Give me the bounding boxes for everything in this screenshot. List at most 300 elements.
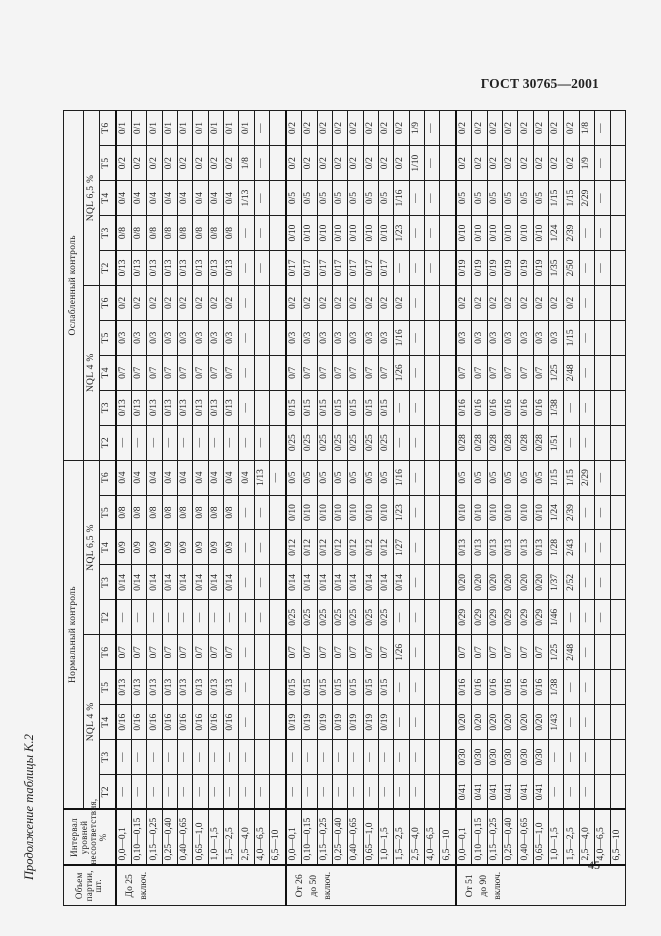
value-cell-normal_nql4-t3: — — [239, 740, 254, 775]
value-cell-normal_nql65-t5: 0/8 — [193, 495, 208, 530]
value-cell-normal_nql65-t6: 0/4 — [116, 460, 132, 495]
value-cell-tight_nql4-t2: — — [178, 425, 193, 460]
value-cell-normal_nql4-t5 — [270, 670, 286, 705]
value-cell-tight_nql4-t3: 1/38 — [549, 390, 564, 425]
value-cell-tight_nql4-t3: 0/16 — [518, 390, 533, 425]
value-cell-tight_nql65-t2: 1/35 — [549, 251, 564, 286]
lot-size-text: до 90 — [479, 875, 490, 897]
interval-cell: 0,15—0,25 — [147, 810, 162, 866]
value-cell-tight_nql65-t5: 0/2 — [332, 146, 347, 181]
value-cell-tight_nql65-t4: 0/4 — [116, 181, 132, 216]
value-cell-tight_nql65-t4: 0/5 — [286, 181, 302, 216]
value-cell-normal_nql4-t4: 0/20 — [503, 705, 518, 740]
table-row — [440, 111, 456, 906]
value-cell-tight_nql4-t5 — [610, 320, 625, 355]
value-cell-normal_nql65-t4: 0/9 — [208, 530, 223, 565]
value-cell-normal_nql65-t5 — [270, 495, 286, 530]
lot-size-text: От 26 — [294, 874, 305, 898]
value-cell-tight_nql65-t2: 0/19 — [518, 251, 533, 286]
value-cell-tight_nql4-t3: 0/15 — [363, 390, 378, 425]
value-cell-normal_nql65-t5: 0/8 — [116, 495, 132, 530]
interval-cell: 1,0—1,5 — [549, 810, 564, 866]
value-cell-tight_nql65-t5 — [270, 146, 286, 181]
value-cell-normal_nql65-t3: 0/14 — [132, 565, 147, 600]
value-cell-tight_nql4-t6: 0/2 — [487, 285, 502, 320]
value-cell-normal_nql65-t2: 0/29 — [533, 600, 548, 635]
value-cell-tight_nql65-t6 — [610, 111, 625, 146]
table-row — [549, 111, 564, 906]
header-tight_nql4-t2: T2 — [100, 425, 116, 460]
value-cell-normal_nql65-t4: 0/9 — [116, 530, 132, 565]
value-cell-normal_nql65-t2: — — [595, 600, 610, 635]
value-cell-tight_nql4-t2: — — [224, 425, 239, 460]
interval-cell: 0,25—0,40 — [162, 810, 177, 866]
value-cell-tight_nql4-t5 — [440, 320, 456, 355]
value-cell-tight_nql4-t2: 0/25 — [286, 425, 302, 460]
value-cell-tight_nql65-t5: 0/2 — [348, 146, 363, 181]
value-cell-normal_nql65-t3: 2/52 — [564, 565, 579, 600]
value-cell-normal_nql65-t5: 0/10 — [363, 495, 378, 530]
value-cell-normal_nql4-t6: 0/7 — [456, 635, 472, 670]
value-cell-tight_nql65-t4: 0/5 — [456, 181, 472, 216]
value-cell-normal_nql4-t2: — — [132, 775, 147, 810]
value-cell-tight_nql65-t6: 0/1 — [162, 111, 177, 146]
value-cell-normal_nql4-t4: 0/16 — [162, 705, 177, 740]
value-cell-tight_nql65-t6: 0/2 — [394, 111, 409, 146]
value-cell-normal_nql4-t4: 0/19 — [363, 705, 378, 740]
value-cell-normal_nql4-t5 — [424, 670, 439, 705]
value-cell-normal_nql65-t3: — — [595, 565, 610, 600]
value-cell-normal_nql65-t6: 0/4 — [239, 460, 254, 495]
interval-cell: 0,65—1,0 — [363, 810, 378, 866]
header-normal_nql65-t6: T6 — [100, 460, 116, 495]
value-cell-normal_nql65-t3: 0/14 — [116, 565, 132, 600]
value-cell-tight_nql4-t5: 0/3 — [533, 320, 548, 355]
table-row — [409, 111, 424, 906]
value-cell-tight_nql4-t6 — [440, 285, 456, 320]
value-cell-tight_nql65-t3: 0/8 — [162, 216, 177, 251]
value-cell-normal_nql4-t3: 0/30 — [503, 740, 518, 775]
value-cell-tight_nql65-t3 — [270, 216, 286, 251]
interval-cell: 1,0—1,5 — [208, 810, 223, 866]
table-row — [518, 111, 533, 906]
value-cell-tight_nql4-t4: 0/7 — [332, 355, 347, 390]
value-cell-tight_nql4-t4: 0/7 — [487, 355, 502, 390]
value-cell-normal_nql4-t3: — — [409, 740, 424, 775]
value-cell-normal_nql65-t6: 0/5 — [286, 460, 302, 495]
value-cell-tight_nql4-t3: 0/15 — [317, 390, 332, 425]
table-row — [564, 111, 579, 906]
value-cell-normal_nql4-t2: 0/41 — [487, 775, 502, 810]
value-cell-normal_nql65-t3: 0/14 — [363, 565, 378, 600]
value-cell-tight_nql65-t2: 0/17 — [317, 251, 332, 286]
value-cell-normal_nql4-t5: 0/13 — [178, 670, 193, 705]
value-cell-normal_nql65-t6: — — [409, 460, 424, 495]
value-cell-tight_nql4-t3: 0/13 — [178, 390, 193, 425]
value-cell-tight_nql65-t6: 0/2 — [549, 111, 564, 146]
value-cell-tight_nql4-t3: 0/13 — [116, 390, 132, 425]
value-cell-tight_nql4-t5 — [270, 320, 286, 355]
table-row — [332, 111, 347, 906]
value-cell-normal_nql65-t2: — — [193, 600, 208, 635]
value-cell-normal_nql4-t5: 0/13 — [208, 670, 223, 705]
value-cell-tight_nql4-t2: — — [394, 425, 409, 460]
value-cell-normal_nql4-t2 — [595, 775, 610, 810]
value-cell-tight_nql65-t4: 0/4 — [208, 181, 223, 216]
value-cell-tight_nql4-t2 — [595, 425, 610, 460]
value-cell-tight_nql4-t3: — — [579, 390, 594, 425]
value-cell-normal_nql4-t5: 0/16 — [518, 670, 533, 705]
value-cell-normal_nql4-t3: — — [193, 740, 208, 775]
value-cell-tight_nql4-t5: 0/3 — [456, 320, 472, 355]
value-cell-normal_nql4-t4: 0/19 — [286, 705, 302, 740]
value-cell-tight_nql4-t5: 1/15 — [564, 320, 579, 355]
value-cell-normal_nql4-t6: — — [579, 635, 594, 670]
interval-cell: 1,5—2,5 — [564, 810, 579, 866]
value-cell-normal_nql4-t2: — — [409, 775, 424, 810]
value-cell-tight_nql4-t6: 0/2 — [564, 285, 579, 320]
value-cell-normal_nql65-t6: 0/5 — [533, 460, 548, 495]
value-cell-normal_nql4-t6: 0/7 — [348, 635, 363, 670]
value-cell-normal_nql4-t2: — — [549, 775, 564, 810]
value-cell-tight_nql65-t5: 0/2 — [147, 146, 162, 181]
value-cell-normal_nql4-t4: 0/20 — [487, 705, 502, 740]
value-cell-normal_nql65-t5: 0/10 — [286, 495, 302, 530]
table-row — [193, 111, 208, 906]
table-row — [487, 111, 502, 906]
value-cell-normal_nql4-t4: 0/16 — [208, 705, 223, 740]
table-row — [162, 111, 177, 906]
value-cell-tight_nql65-t2: — — [409, 251, 424, 286]
value-cell-normal_nql4-t3 — [254, 740, 269, 775]
value-cell-normal_nql4-t4: — — [394, 705, 409, 740]
value-cell-normal_nql4-t4: — — [564, 705, 579, 740]
value-cell-tight_nql65-t2: 0/17 — [378, 251, 393, 286]
value-cell-normal_nql4-t6: 1/26 — [394, 635, 409, 670]
value-cell-tight_nql65-t3: 2/39 — [564, 216, 579, 251]
value-cell-tight_nql4-t3: — — [409, 390, 424, 425]
value-cell-normal_nql4-t6: 0/7 — [363, 635, 378, 670]
header-tight_nql65-t4: T4 — [100, 181, 116, 216]
value-cell-tight_nql65-t3 — [610, 216, 625, 251]
value-cell-normal_nql65-t2: — — [254, 600, 269, 635]
value-cell-tight_nql65-t3: 0/10 — [487, 216, 502, 251]
value-cell-normal_nql65-t5: 0/10 — [456, 495, 472, 530]
header-tightened-control: Ослабленный контроль — [64, 111, 84, 461]
value-cell-tight_nql4-t5: 0/3 — [317, 320, 332, 355]
value-cell-normal_nql65-t4: 0/9 — [193, 530, 208, 565]
value-cell-tight_nql4-t6 — [254, 285, 269, 320]
value-cell-tight_nql65-t6: 0/2 — [472, 111, 487, 146]
value-cell-normal_nql65-t6: 0/4 — [193, 460, 208, 495]
value-cell-tight_nql4-t2: 1/51 — [549, 425, 564, 460]
value-cell-normal_nql65-t2: — — [162, 600, 177, 635]
value-cell-normal_nql4-t3: 0/30 — [456, 740, 472, 775]
value-cell-normal_nql4-t6: 0/7 — [332, 635, 347, 670]
value-cell-normal_nql65-t6 — [424, 460, 439, 495]
lot-size-text: включ. — [493, 871, 504, 900]
interval-cell: 2,5—4,0 — [579, 810, 594, 866]
value-cell-normal_nql65-t6: 0/5 — [503, 460, 518, 495]
value-cell-normal_nql65-t5: 0/10 — [518, 495, 533, 530]
value-cell-normal_nql4-t6 — [254, 635, 269, 670]
value-cell-normal_nql4-t6: — — [239, 635, 254, 670]
value-cell-normal_nql4-t2: — — [317, 775, 332, 810]
value-cell-tight_nql4-t3 — [610, 390, 625, 425]
value-cell-tight_nql4-t3 — [270, 390, 286, 425]
value-cell-tight_nql4-t6: 0/2 — [302, 285, 317, 320]
value-cell-tight_nql65-t6: 0/2 — [332, 111, 347, 146]
value-cell-normal_nql65-t6: 1/16 — [394, 460, 409, 495]
value-cell-normal_nql4-t2: 0/41 — [503, 775, 518, 810]
value-cell-tight_nql65-t3: 0/10 — [332, 216, 347, 251]
value-cell-tight_nql65-t4: 0/4 — [162, 181, 177, 216]
value-cell-tight_nql4-t2: — — [239, 425, 254, 460]
value-cell-tight_nql4-t2: — — [254, 425, 269, 460]
interval-cell: 0,0—0,1 — [456, 810, 472, 866]
value-cell-tight_nql4-t4: 0/7 — [472, 355, 487, 390]
value-cell-tight_nql65-t3: 0/10 — [518, 216, 533, 251]
value-cell-tight_nql65-t5: 0/2 — [132, 146, 147, 181]
value-cell-tight_nql4-t2: 0/25 — [302, 425, 317, 460]
value-cell-normal_nql65-t3: 0/20 — [456, 565, 472, 600]
value-cell-normal_nql65-t3: 0/14 — [317, 565, 332, 600]
interval-cell: 0,25—0,40 — [332, 810, 347, 866]
value-cell-normal_nql4-t6 — [610, 635, 625, 670]
value-cell-tight_nql65-t6: 1/8 — [579, 111, 594, 146]
value-cell-tight_nql4-t3: — — [564, 390, 579, 425]
value-cell-normal_nql4-t2 — [610, 775, 625, 810]
value-cell-tight_nql4-t2: — — [208, 425, 223, 460]
value-cell-normal_nql65-t5: — — [239, 495, 254, 530]
value-cell-tight_nql4-t3: 0/13 — [162, 390, 177, 425]
value-cell-normal_nql65-t4: 2/43 — [564, 530, 579, 565]
value-cell-tight_nql4-t4: 0/7 — [132, 355, 147, 390]
interval-cell: 0,0—0,1 — [286, 810, 302, 866]
value-cell-normal_nql65-t2: — — [147, 600, 162, 635]
header-normal-control: Нормальный контроль — [64, 460, 84, 809]
table-row — [178, 111, 193, 906]
value-cell-tight_nql65-t4: 0/5 — [518, 181, 533, 216]
value-cell-normal_nql4-t4: — — [239, 705, 254, 740]
value-cell-normal_nql65-t4: 0/9 — [178, 530, 193, 565]
value-cell-normal_nql65-t3: 0/14 — [147, 565, 162, 600]
value-cell-tight_nql4-t2: 0/28 — [503, 425, 518, 460]
value-cell-tight_nql4-t6: 0/2 — [178, 285, 193, 320]
value-cell-normal_nql4-t4: 0/16 — [147, 705, 162, 740]
value-cell-normal_nql65-t3: 0/20 — [503, 565, 518, 600]
value-cell-normal_nql4-t3: — — [394, 740, 409, 775]
value-cell-tight_nql65-t5: 1/10 — [409, 146, 424, 181]
value-cell-normal_nql4-t6: 0/7 — [286, 635, 302, 670]
value-cell-tight_nql65-t4: — — [409, 181, 424, 216]
value-cell-normal_nql65-t6: 1/15 — [564, 460, 579, 495]
table-row — [132, 111, 147, 906]
value-cell-tight_nql4-t5: 0/3 — [147, 320, 162, 355]
value-cell-tight_nql65-t2: — — [579, 251, 594, 286]
value-cell-tight_nql65-t3: 0/8 — [224, 216, 239, 251]
value-cell-normal_nql65-t6: 0/5 — [378, 460, 393, 495]
value-cell-tight_nql4-t3: 0/16 — [456, 390, 472, 425]
value-cell-normal_nql4-t2: — — [378, 775, 393, 810]
value-cell-normal_nql4-t4: 0/19 — [302, 705, 317, 740]
value-cell-normal_nql4-t5: 0/15 — [378, 670, 393, 705]
value-cell-normal_nql65-t4: 0/12 — [363, 530, 378, 565]
value-cell-tight_nql65-t4: 0/5 — [302, 181, 317, 216]
value-cell-tight_nql65-t2: 0/17 — [302, 251, 317, 286]
value-cell-normal_nql4-t5: 0/13 — [193, 670, 208, 705]
value-cell-normal_nql4-t6: — — [409, 635, 424, 670]
value-cell-normal_nql65-t6: 0/5 — [363, 460, 378, 495]
value-cell-tight_nql4-t4 — [254, 355, 269, 390]
value-cell-tight_nql4-t6 — [595, 285, 610, 320]
value-cell-tight_nql4-t2: 0/25 — [363, 425, 378, 460]
value-cell-normal_nql65-t5 — [610, 495, 625, 530]
value-cell-tight_nql4-t6: 0/2 — [132, 285, 147, 320]
value-cell-normal_nql65-t4: 0/13 — [533, 530, 548, 565]
value-cell-normal_nql4-t3: 0/30 — [472, 740, 487, 775]
value-cell-normal_nql65-t5: — — [409, 495, 424, 530]
interval-cell: 0,40—0,65 — [348, 810, 363, 866]
value-cell-normal_nql4-t5: — — [394, 670, 409, 705]
value-cell-tight_nql4-t4: 0/7 — [317, 355, 332, 390]
value-cell-normal_nql4-t6: 0/7 — [162, 635, 177, 670]
value-cell-tight_nql65-t4: 0/4 — [193, 181, 208, 216]
value-cell-tight_nql65-t6: 0/2 — [378, 111, 393, 146]
value-cell-normal_nql65-t5: 1/23 — [394, 495, 409, 530]
value-cell-tight_nql65-t2: 0/13 — [162, 251, 177, 286]
value-cell-normal_nql65-t3 — [440, 565, 456, 600]
value-cell-tight_nql4-t5: 0/3 — [178, 320, 193, 355]
header-tight_nql65-t5: T5 — [100, 146, 116, 181]
interval-cell: 1,0—1,5 — [378, 810, 393, 866]
lot-size-cell — [116, 866, 286, 906]
value-cell-tight_nql4-t3: 0/16 — [533, 390, 548, 425]
value-cell-normal_nql65-t3: 0/14 — [208, 565, 223, 600]
value-cell-normal_nql4-t4: 0/20 — [518, 705, 533, 740]
value-cell-tight_nql65-t3: 1/23 — [394, 216, 409, 251]
table-row — [270, 111, 286, 906]
value-cell-normal_nql65-t4 — [424, 530, 439, 565]
value-cell-normal_nql65-t5: 0/10 — [503, 495, 518, 530]
value-cell-normal_nql4-t6: 0/7 — [487, 635, 502, 670]
value-cell-normal_nql65-t5: — — [579, 495, 594, 530]
value-cell-normal_nql65-t5: 2/39 — [564, 495, 579, 530]
interval-cell: 0,40—0,65 — [518, 810, 533, 866]
value-cell-normal_nql4-t3: 0/30 — [487, 740, 502, 775]
value-cell-normal_nql65-t5: 0/10 — [472, 495, 487, 530]
value-cell-tight_nql65-t4: 0/4 — [132, 181, 147, 216]
value-cell-tight_nql4-t5: 0/3 — [208, 320, 223, 355]
value-cell-normal_nql65-t2: 0/29 — [472, 600, 487, 635]
value-cell-tight_nql65-t3: — — [409, 216, 424, 251]
value-cell-normal_nql4-t2: — — [302, 775, 317, 810]
value-cell-normal_nql4-t3: — — [208, 740, 223, 775]
value-cell-tight_nql4-t3: 0/13 — [132, 390, 147, 425]
value-cell-normal_nql4-t5: 0/16 — [487, 670, 502, 705]
value-cell-tight_nql4-t5 — [424, 320, 439, 355]
value-cell-normal_nql65-t3 — [424, 565, 439, 600]
value-cell-normal_nql4-t6: 0/7 — [472, 635, 487, 670]
value-cell-normal_nql4-t4: 0/16 — [224, 705, 239, 740]
value-cell-normal_nql4-t5: 0/15 — [332, 670, 347, 705]
value-cell-tight_nql4-t5: 0/3 — [472, 320, 487, 355]
value-cell-normal_nql4-t4: 0/16 — [116, 705, 132, 740]
value-cell-tight_nql4-t5: 0/3 — [487, 320, 502, 355]
value-cell-normal_nql4-t2: 0/41 — [533, 775, 548, 810]
value-cell-tight_nql4-t4: 0/7 — [456, 355, 472, 390]
value-cell-normal_nql4-t6: 0/7 — [378, 635, 393, 670]
value-cell-tight_nql4-t2: — — [564, 425, 579, 460]
value-cell-normal_nql4-t4: 0/19 — [348, 705, 363, 740]
page-number: 45 — [588, 858, 600, 872]
value-cell-normal_nql4-t6: 0/7 — [224, 635, 239, 670]
value-cell-tight_nql4-t4: 0/7 — [348, 355, 363, 390]
value-cell-normal_nql4-t6: 0/7 — [132, 635, 147, 670]
table-caption: Продолжение таблицы К.2 — [22, 734, 36, 880]
value-cell-normal_nql65-t3: 0/14 — [178, 565, 193, 600]
value-cell-normal_nql4-t4: 0/16 — [178, 705, 193, 740]
interval-cell: 0,25—0,40 — [503, 810, 518, 866]
table-row — [208, 111, 223, 906]
value-cell-tight_nql4-t4: 0/7 — [208, 355, 223, 390]
value-cell-tight_nql65-t3: — — [424, 216, 439, 251]
value-cell-normal_nql4-t4: 1/43 — [549, 705, 564, 740]
value-cell-normal_nql65-t5 — [424, 495, 439, 530]
interval-cell: 2,5—4,0 — [409, 810, 424, 866]
value-cell-normal_nql65-t5: 0/10 — [533, 495, 548, 530]
value-cell-tight_nql65-t6: 0/2 — [348, 111, 363, 146]
value-cell-tight_nql65-t6: 0/2 — [302, 111, 317, 146]
interval-cell: 6,5—10 — [610, 810, 625, 866]
value-cell-tight_nql4-t6: 0/2 — [348, 285, 363, 320]
value-cell-tight_nql65-t2: 0/13 — [224, 251, 239, 286]
value-cell-normal_nql4-t2: 0/41 — [518, 775, 533, 810]
value-cell-normal_nql4-t3 — [595, 740, 610, 775]
value-cell-tight_nql4-t4: 0/7 — [518, 355, 533, 390]
value-cell-normal_nql4-t2: — — [224, 775, 239, 810]
value-cell-normal_nql4-t4 — [440, 705, 456, 740]
value-cell-normal_nql4-t6: 0/7 — [116, 635, 132, 670]
value-cell-normal_nql4-t4: 0/19 — [378, 705, 393, 740]
value-cell-normal_nql4-t5 — [595, 670, 610, 705]
value-cell-tight_nql4-t5 — [595, 320, 610, 355]
value-cell-normal_nql4-t5: 0/13 — [132, 670, 147, 705]
document-code: ГОСТ 30765—2001 — [480, 76, 599, 91]
value-cell-normal_nql4-t4: 0/20 — [533, 705, 548, 740]
value-cell-normal_nql65-t2: — — [224, 600, 239, 635]
value-cell-tight_nql65-t3: 0/10 — [456, 216, 472, 251]
value-cell-tight_nql65-t5: 0/2 — [363, 146, 378, 181]
value-cell-normal_nql65-t5 — [440, 495, 456, 530]
value-cell-tight_nql4-t4: 0/7 — [503, 355, 518, 390]
value-cell-tight_nql4-t3 — [440, 390, 456, 425]
value-cell-tight_nql65-t5: 0/2 — [162, 146, 177, 181]
value-cell-normal_nql4-t5: 0/16 — [472, 670, 487, 705]
value-cell-normal_nql65-t6: 0/4 — [162, 460, 177, 495]
value-cell-normal_nql4-t3: — — [317, 740, 332, 775]
value-cell-tight_nql4-t5: 0/3 — [518, 320, 533, 355]
value-cell-tight_nql4-t6: 0/2 — [378, 285, 393, 320]
value-cell-tight_nql4-t6: 0/2 — [332, 285, 347, 320]
value-cell-normal_nql65-t3: 0/14 — [378, 565, 393, 600]
value-cell-normal_nql65-t3: 0/14 — [302, 565, 317, 600]
table-row — [424, 111, 439, 906]
value-cell-tight_nql4-t3: 0/13 — [193, 390, 208, 425]
value-cell-tight_nql65-t5: 0/2 — [503, 146, 518, 181]
value-cell-normal_nql4-t6 — [440, 635, 456, 670]
value-cell-normal_nql4-t4 — [424, 705, 439, 740]
